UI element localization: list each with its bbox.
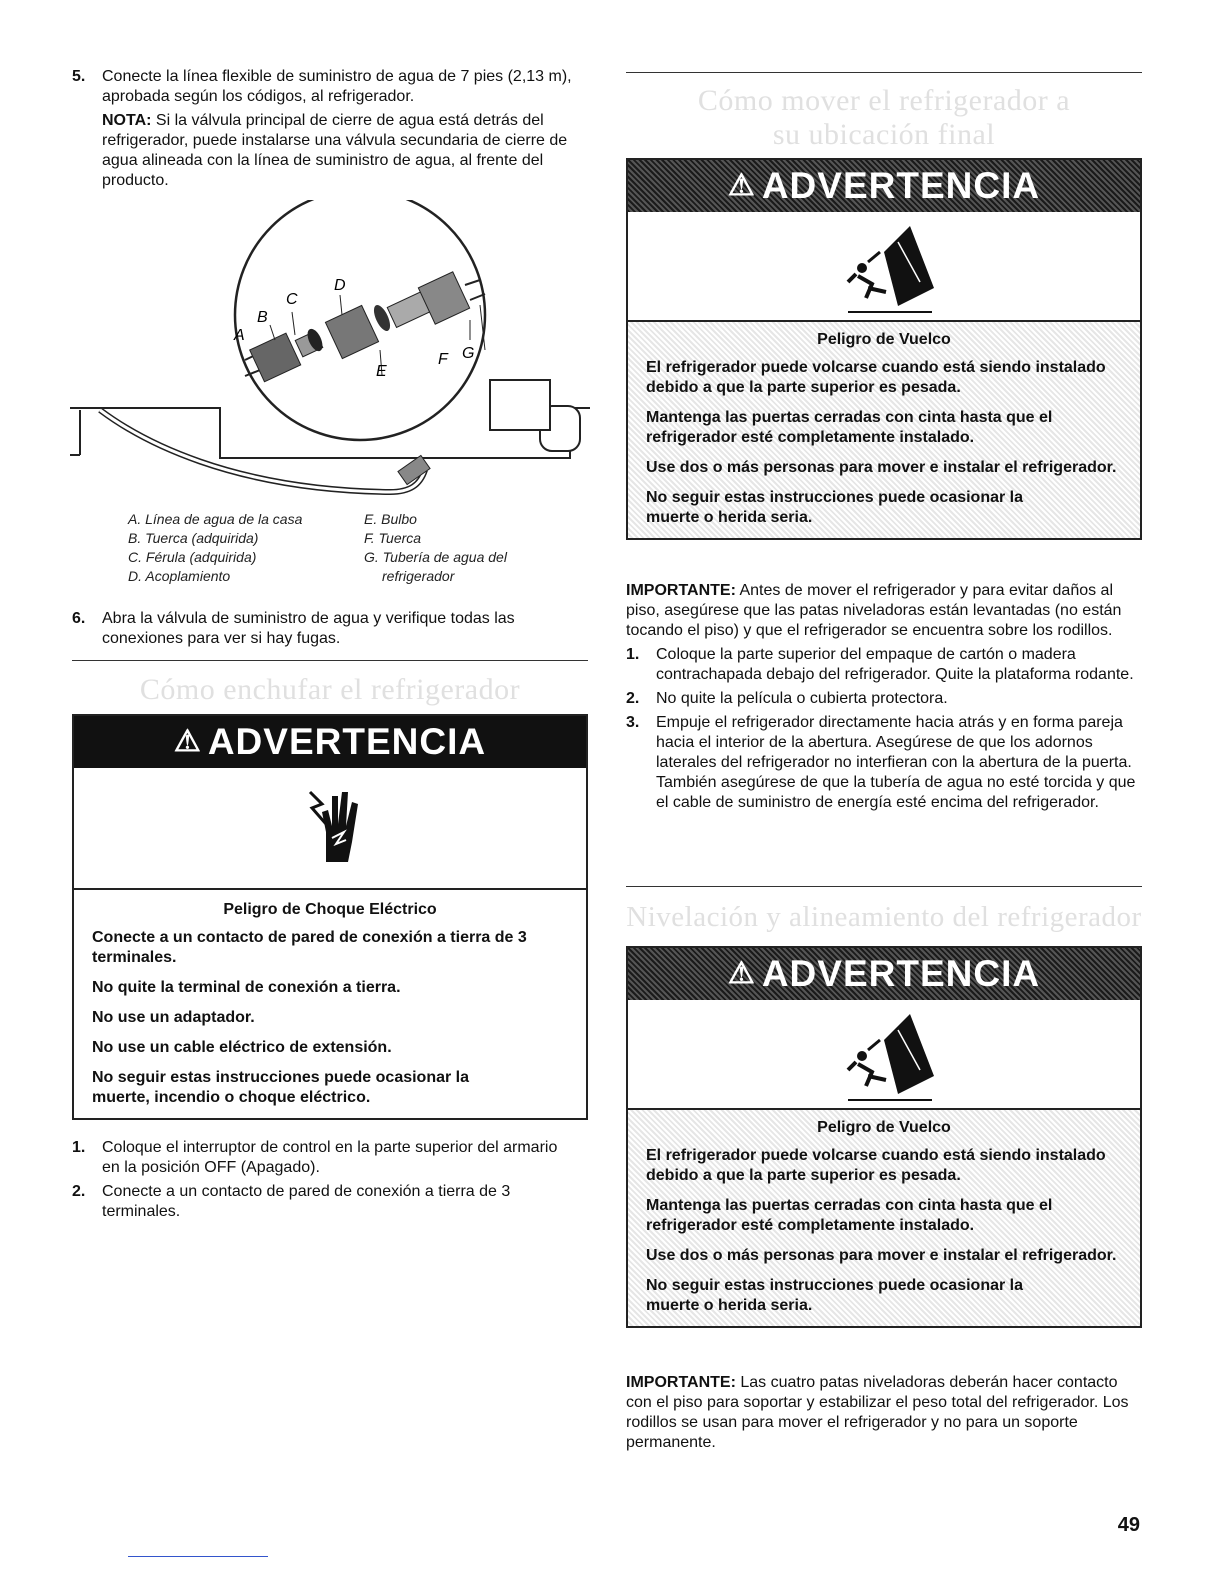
divider [626, 72, 1142, 73]
section-title-plug: Cómo enchufar el refrigerador [139, 673, 521, 706]
step-5 [72, 67, 590, 191]
warning-title: Peligro de Choque Eléctrico [223, 901, 437, 918]
warning-title: Peligro de Vuelco [817, 331, 951, 348]
note [102, 111, 590, 191]
note-text: Si la válvula principal de cierre de agua está detrás del refrigerador, puede instalarse una válvula secundaria de cierre de agua alineada con la línea de suministro de agua, al frente del producto. [102, 112, 568, 189]
warning-triangle-icon: ⚠ [727, 957, 756, 990]
important-2 [626, 1373, 1140, 1453]
caption-d: D. Acoplamiento [128, 568, 231, 584]
warning-line: Mantenga las puertas cerradas con cinta hasta que el refrigerador esté completamente instalado. [646, 409, 1053, 446]
letter-a: A [234, 327, 245, 344]
important-label: IMPORTANTE: [626, 1374, 736, 1391]
step-number: 6. [72, 610, 86, 627]
step-6 [72, 609, 590, 649]
important-text: Las cuatro patas niveladoras deberán hacer contacto con el piso para soportar y estabilizar el peso total del refrigerador. Los rodillos se usan para mover el refrigerador y no para un soporte permanente. [626, 1374, 1129, 1451]
warning-banner [628, 948, 1140, 1000]
warning-line: No use un cable eléctrico de extensión. [92, 1039, 392, 1056]
warning-icon-area [74, 768, 586, 890]
caption-f: F. Tuerca [364, 530, 422, 546]
warning-line: No seguir estas instrucciones puede ocasionar la muerte o herida seria. [646, 1277, 1024, 1314]
page-number: 49 [1117, 1514, 1140, 1536]
step-text: Coloque la parte superior del empaque de cartón o madera contrachapada debajo del refrigerador. Quite la plataforma rodante. [656, 646, 1134, 683]
warning-line: Conecte a un contacto de pared de conexión a tierra de 3 terminales. [92, 929, 527, 966]
warning-banner-text: ADVERTENCIA [761, 165, 1041, 206]
tip-over-icon [838, 222, 938, 316]
move-instructions [626, 581, 1140, 817]
step-number: 5. [72, 68, 86, 85]
warning-line: No use un adaptador. [92, 1009, 255, 1026]
step-6-wrap [72, 609, 590, 653]
warning-banner [74, 716, 586, 768]
caption-b: B. Tuerca (adquirida) [128, 530, 259, 546]
caption-left [128, 510, 358, 586]
step-text: No quite la película o cubierta protectora. [656, 690, 948, 707]
step-number: 2. [72, 1183, 86, 1200]
step-text: Empuje el refrigerador directamente hacia atrás y en forma pareja hacia el interior de la abertura. Asegúrese de que los adornos laterales del refrigerador no interfieran con la abertura de la puerta. También asegúrese de que la tubería de agua no esté torcida y que el cable de suministro de energía esté encima del refrigerador. [656, 714, 1136, 811]
level-instructions [626, 1373, 1140, 1457]
warning-box-tip-1 [626, 158, 1142, 540]
warning-line: Use dos o más personas para mover e instalar el refrigerador. [646, 1247, 1117, 1264]
letter-g: G [462, 345, 475, 362]
step-number: 2. [626, 690, 640, 707]
step-number: 1. [626, 646, 640, 663]
warning-body [74, 890, 586, 1118]
step-text: Abra la válvula de suministro de agua y verifique todas las conexiones para ver si hay fugas. [102, 610, 515, 647]
warning-line: No quite la terminal de conexión a tierra. [92, 979, 401, 996]
caption-right [364, 510, 564, 586]
letter-f: F [438, 351, 448, 368]
warning-body [628, 1110, 1140, 1326]
section-title-level: Nivelación y alineamiento del refrigerador [626, 901, 1142, 933]
warning-line: Mantenga las puertas cerradas con cinta hasta que el refrigerador esté completamente instalado. [646, 1197, 1053, 1234]
plug-step-2 [72, 1182, 572, 1222]
caption-e: E. Bulbo [364, 511, 417, 527]
step-text: Conecte la línea flexible de suministro de agua de 7 pies (2,13 m), aprobada según los códigos, al refrigerador. [102, 68, 572, 105]
plug-steps [72, 1138, 572, 1226]
warning-body [628, 322, 1140, 538]
warning-icon-area [628, 1000, 1140, 1110]
warning-line: El refrigerador puede volcarse cuando está siendo instalado debido a que la parte superior es pesada. [646, 1147, 1106, 1184]
important-text: Antes de mover el refrigerador y para evitar daños al piso, asegúrese que las patas niveladoras están levantadas (no están tocando el piso) y que el refrigerador se encuentra sobre los rodillos. [626, 582, 1122, 639]
plug-step-1 [72, 1138, 572, 1178]
water-line-diagram [70, 200, 600, 500]
letter-d: D [334, 277, 346, 294]
footer-rule [128, 1556, 268, 1557]
section-title-move [626, 84, 1142, 152]
important-label: IMPORTANTE: [626, 582, 736, 599]
divider [626, 886, 1142, 887]
step-text: Conecte a un contacto de pared de conexión a tierra de 3 terminales. [102, 1183, 511, 1220]
warning-box-electric [72, 714, 588, 1120]
warning-box-tip-2 [626, 946, 1142, 1328]
warning-line: No seguir estas instrucciones puede ocasionar la muerte, incendio o choque eléctrico. [92, 1069, 470, 1106]
important-1 [626, 581, 1140, 641]
note-label: NOTA: [102, 112, 152, 129]
move-step-2 [626, 689, 1140, 709]
divider [72, 660, 588, 661]
move-step-1 [626, 645, 1140, 685]
title-line-1: Cómo mover el refrigerador a [697, 84, 1071, 117]
move-step-3 [626, 713, 1140, 813]
warning-line: Use dos o más personas para mover e instalar el refrigerador. [646, 459, 1117, 476]
warning-triangle-icon: ⚠ [173, 725, 202, 758]
electric-shock-icon [302, 782, 362, 862]
warning-title: Peligro de Vuelco [817, 1119, 951, 1136]
warning-icon-area [628, 212, 1140, 322]
left-column [72, 67, 590, 195]
letter-e: E [376, 363, 387, 380]
warning-banner-text: ADVERTENCIA [207, 721, 487, 762]
caption-g: G. Tubería de agua del [364, 549, 507, 565]
warning-banner [628, 160, 1140, 212]
tip-over-icon [838, 1010, 938, 1104]
warning-banner-text: ADVERTENCIA [761, 953, 1041, 994]
letter-b: B [257, 309, 268, 326]
step-text: Coloque el interruptor de control en la parte superior del armario en la posición OFF (Apagado). [102, 1139, 558, 1176]
warning-line: No seguir estas instrucciones puede ocasionar la muerte o herida seria. [646, 489, 1024, 526]
caption-a: A. Línea de agua de la casa [128, 511, 303, 527]
step-number: 1. [72, 1139, 86, 1156]
letter-c: C [286, 291, 298, 308]
warning-line: El refrigerador puede volcarse cuando está siendo instalado debido a que la parte superior es pesada. [646, 359, 1106, 396]
warning-triangle-icon: ⚠ [727, 169, 756, 202]
caption-g-cont: refrigerador [382, 568, 455, 584]
title-line-2: su ubicación final [772, 118, 996, 151]
step-number: 3. [626, 714, 640, 731]
caption-c: C. Férula (adquirida) [128, 549, 257, 565]
